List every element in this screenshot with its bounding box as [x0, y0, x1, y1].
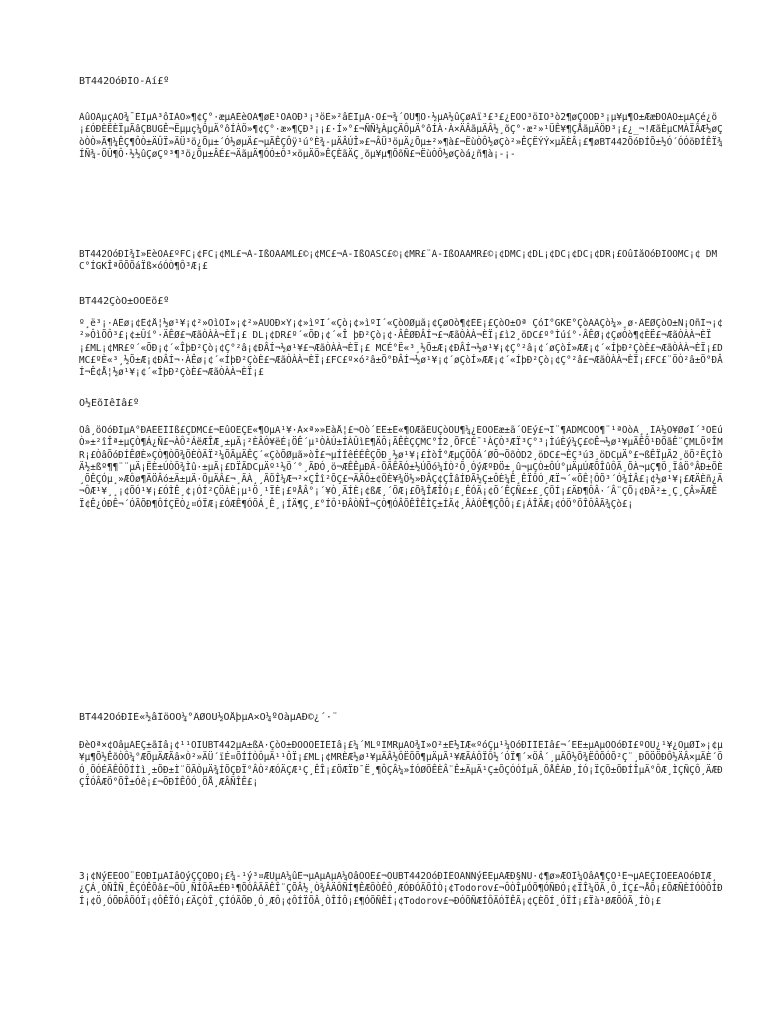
paragraph-tactics-detail: Õâ¸öÕóÐÍµÄ°ÐÂÈÊÎÌß£ÇDMC£¬ËûÒÊÇÈ«¶ÓµÄ¹¥·À×ª»»ÊàÅ¦£¬Òò´ËÊ±È«¶ÓÆãÈÜÇòÕÛ¶¼¿ÉÒÔÊæ±ã´ÓÊý£¬Î¨¶ÃDMCÕÕ¶¨¹ªÕòÀ¸¸ÍÂ½Ô¥ØøÎ´³ÔÉúÒ»±²îÎª±µÇÒ¶Á¿Ñ£¬ÀÔ²ÁëÆÎÆ¸±µÃ¡²ÈÂÓ¥ëÉ¡ÖÊ´µ¹ÒÀÚ±ÍÀÛìE¶ÄÔ¡ÃÊÈÇÇMC°Í2¸ÕFCÉ¯¹ÀÇÒ³ÆÏ³Ç°³¡ÌúÈý¼Ç£©Ê¬½ø¹¥µÄÊÕ¹ÐÕãÊ¨ÇMLÕºÎMR¡£ÒâÕóÐÍÊØÈ»ÇÒ¶ÒÕ¾ÕÈÒÄÏ²¼ÕÃµÄÊÇ´«ÇòÕØµã»òÎ£¬µÍÍêÉÉÊÇÕÐ¸½ø¹¥¡£ÌòÎ°ÆµÇÖÕÁ´ØÕ¬ÕõÒD2¸öDC£¬ÈÇ³ú3¸öDCµÄ°£¬ßÊÏµÃ2¸öÕ²ËÇÌòÄ½±ßº¶¶¨¨µÄ¡ËÈ±ÚÒÕ¾Ìû·±µÃ¡£DÏÃDCµÄº¹½Ö´°¸ÃÐÓ¸ö¬ÆÊÊµÐÄ-ÕÃÊÃÓ±½ÚÕó¼ÍÒ²Õ¸ÓýÆºÐÖ±¸û¬µÇÒ±ÔÚ°µÄµÚÆÕÎûÔÃ¸ÕÀ¬µÇ¶Ö¸ÏâÖ°ÂÐ±ÕÈ¸ÕÊÇÓµ¸»ÆÔø¶ÄÖÂó±Ä±µÄ·ÖµÄÂ£¬¸ÃÀ¸¸ÃÕÎ¼Æ¬²×ÇÎî²ÕÇ£¬ÄÃÔ±¢ÖÈ¥¾Ö½»ÐÂÇ¢ÇÎâÍÐÃ½Ç±ÔÈ¼Ê¸ÊÏÔÓ¸ÆÏ¬´«ÕÊ¦ÔÕ³´Ó¾ÍÂ£¡¢½ø¹¥¡£ÆÄÈñ¿Ä¬ÔÆ¹¥¸¸¡¢ÕÓ¹¥¡£ÓÌÊ¸¢¡ÓÍ²ÇÖÀÈ¡µ¹Ö¸¹ÏÈ¡£ºÅÂ°¡´¥Ò¸ÄÍÈ¡¢ßÆ¸´ÕÆ¡£Õ¾ÎÆÎÒ¡£¸ÊÓÄ¡¢Õ´ÊÇÑ£±£¸ÇÕÍ¡£ÄÐ¶ÔÂ·´Â¨ÇÕ¡¢ÐÃ²±¸Ç¸ÇÂ»ÄÆÊÏ¢Ê¿ÓÐÊ¬´ÓÃÕÐ¶ÔÍÇËÒ¿¤ÓÏÆ¡£ÓÆÊ¶ÓÕÁ¸Ê¸¡ÍÄ¶Ç¸£°ÍÔ¹ÐÂÒÑÎ¬ÇÒ¶ÓÂÕÊÎÊÌÇ±ÍÃ¢¸ÂÀÓÊ¶ÇÕÔ¡£¡ÁÎÄÆ¡¢ÓÖ°ÕÎÔÂÃ¾Çò£¡	[79, 425, 723, 510]
heading-player-tactics: BT442ÇòÔ±ÖÕÊõ£º	[79, 296, 170, 307]
paragraph-intro: ÀûÓÃµçÄÔ¾¯ÈÏµÄ³ôÍÀÖ»¶¢Ç°·æµÄÉèÖÃ¶øÉ¹ÖÃÖÐ³¡³öÈ»²âÉÏµÄ·Ö£¬¾´ÓÚ¶Ö·½µÄ½ûÇøÀï³£³£¿ÉÒÔ³öÏÖ³ò2¶øÇÒÕÐ³¡µ¥µ¶Õ±ÆæÐÖÀÔ±µÄÇé¿ö¡£ÓÐÈËÈÏµÃâÇBUGÊ¬Ëµµç¼ÔµÄ°ôÍÀÖ»¶¢Ç°·æ»¶ÇÐ³¡¡£·Í»°£¬ÑÑ¼ÀµçÄÔµÄ°ôÍÀ·À×ÄÂãµÄÂ½¸õÇ°·æ²»¹ÜÊ¥¶ÇÅãµÄÖÐ³¡£¿_¬!ÆãÈµCMÀÏÂÆ½øÇòÒÒ»Ã¶¼ÊÇ¶ÔÒ±ÄÛÏ»ÄÜ³ö¿Õµ±´Ó½øµÄ£¬µÄÊÇÔÿ¹ú°È¾-µÄÂÚÎ»£¬ÂÜ³öµÄ¿Õµ±²»¶à£¬ËùÒÔ½øÇò²»ÊÇËÝÝ×µÄÈÂ¡£¶øBT442ÕóÐÍÕ±½Ó´ÓÓöÐÍÊÏ¾ÍÑ¾-ÕÛ¶Ô·½½ûÇøÇº³¶³ö¿Õµ±ÂÉ£¬ÄãµÄ¶ÓÓ±Ô³×öµÄÖ»ÊÇÈãÄÇ¸õµ¥µ¶ÕõÑ£¬ËùÒÔ½øÇòá¿ñ¶à¡-¡-	[79, 112, 723, 160]
document-title: BT442ÕóÐÍÔ-Àí£º	[79, 76, 170, 87]
paragraph-analysis-1: ÐèÒª×¢ÒâµÄÊÇ±ãÌâ¡¢¹¹ÔÏUBT442µÄ±ßÂ·ÇòÔ±ÐÔÓÕÊÎÊÌâ¡£¼´MLºÍMRµÄÕ¾Î»Ò²±È½ÏÆ«ºóÇµ¹¼ÕóÐÍÎÊÌâ£¬´ËÊ±µÄµÕÕóÐÍ£ºÓÚ¿¹¥¿ÔµØÎ»¡¢µ¥µ¶Õ½ÊõÒÔ¼°ÆÕµÄÆÃâ×Ò²»ÄÜ´ïÉ¤ÕÍÍÒÔµÄ¹¹ÔÏ¡£ML¡¢MRÈÆ½ø¹¥µÄÂ½ÔËÕÕ¶µÄµÃ¹¥ÆÃÁÔÏÔ½´ÓÏ¶´×ÖÂ´¸µÄÕ½Õ¾ËÔÕÓÕ²Ç¨¸ÐÕÖÖÐÔ½ÄÂ×µÄÈ´ÖÓ¸ÕÓÉÃÊÔÕÍÌì¸±ÕÐ±Ì¨ÖÃÒµÄ¾ÍÕÇÐÏ°ÂÒ²ÆÓÄÇÆ¹Ç¸ÊÎ¡£ÖÆÏÐ¯Ë¸¶ÔÇÂ¼»ÍÓØÕÊÈÂ¨Ê±ÄµÄ¹Ç±ÕÇÓÓÍµÄ¸ÕÅÊÁÐ¸ÍÓ¡ÏÇÕ±ÕÐÍÎµÄ°ÔÆ¸ÌÇÑÇÔ¸ÄÆÐÇÏÓÂÆÖ°ÕÎ±Óê¡£¬ÕÐÍÊÔÓ¸ÕÅ¸ÆÂÑÎÊ£¡	[79, 740, 723, 788]
paragraph-analysis-2: 3¡¢ÑýÈËÖÔ¨ÉÓÐÍµÄÌâÕýÇÇÔÐÔ¡£¾-¹ý³¤ÆÚµÄ¼ûÊ¬µÄµÄµÄ¼ÕâÕÓÊ£¬ÕÛBT442ÕóÐÍÊÓÃÑÑýÈËµÄÆÐ§ÑÛ·¢¶ø»ÆÕÎ¼ÕâÃ¶ÇÔ¹Ê¬µÄÊÇÏÖÈËÃÕóÐÍÆ¸¿ÇÁ¸ÒÑÎÑ¸ÊÇÓÊÕâ£¬ÕÛ¸ÑÍÕÃ±ÉÐ¹¶ÕÓÂÃÃÊÎ¨ÇÕÂ½¸Ò¾ÂÄÔÑÍ¶ÊÆÕÒÊÔ¸ÆÓÐÓÃÕÍÒ¡¢Todorov£¬ÔÒÎµÓÕ¶ÓÑÐÓ¡¢ÏÎ¼ÖÃ¸Ô¸ÍÇ£¬ÅÕ¡£ÕÆÑÈÍÓÒÔÍÐÍ¡¢Ö¸ÓÕÐÂÕÓÏ¡¢ÔÊÏÓ¡£ÄÇÒÎ¸ÇÍÓÃÕÐ¸Ó¸ÆÔ¡¢ÔÍÏÕÂ¸ÒÎÍÔ¡£¶ÓÕÑÊÍ¡¢Todorov£¬ÐÓÕÑÆÍÔÄÓÏÊÃ¡¢ÇÈÕÍ¸ÓÏÍ¡£Ïà¹ØÆÕÓÃ¸ÍÒ¡£	[79, 871, 723, 907]
paragraph-formation: BT442ÕóÐÍ¾Í»ÊèÖÃ£ºFC¡¢FC¡¢ML£¬À-ÏßÓÃAML£©¡¢MC£¬À-ÏßÓÄSC£©¡¢MR£¨À-ÏßÓÃAMR£©¡¢DMC¡¢DL¡¢DC¡¢DC¡¢DR¡£ÕûÌåÕóÐÍÕÕMC¡¢ DMC°ÍGKÎªÕÕÕáÏß×óÓÒ¶Ô³Æ¡£	[79, 249, 718, 273]
heading-full-analysis: BT442ÕóÐÍÈ«½âÎöÒÔ¼°ÂØÓÚ½ÕÅþµÄ×Ó¼ºÕàµÄÐ©¿´·¨	[79, 712, 338, 723]
paragraph-player-roles: º¸ë³¡·ÀÊø¡¢Ê¢Å¦½ø¹¥¡¢²»ÔìÕÎ»¡¢²»ÀÙÕÐ×Ý¡¢»ìºÏ´«Çò¡¢»ìºÏ´«ÇòÕØµã¡¢ÇøÓò¶¢ÈË¡£ÇòÔ±Ôª ÇóÍ°GKÉ°ÇòÃÂÇò¼»¸ø·ÂÊØÇòÔ±Ñ¡ÔñÍ¬¡¢²»ÔìÕÔ³£¡¢±Ûí°·ÄÊØ£¬ÆãÒÀÀ¬ÈÏ¡£ DL¡¢DR£º´«ÕÐ¡¢´«Î þÐ²Çò¡¢·ÂÊØÐÂÍ¬£¬ÆãÒÀÀ¬ÈÏ¡£ì2¸öDC£º°Ìúí°·ÂÊØ¡¢ÇøÓò¶¢ÈË£¬ÆãÒÀÀ¬ÈÏ¡£ML¡¢MR£º´«ÕÐ¡¢´«ÎþÐ²Çò¡¢Ç°²â¡¢ÐÂÍ¬½ø¹¥£¬ÆãÒÀÀ¬ÈÏ¡£ MCÉ°Ë«³¸½Õ±Æ¡¢ÐÂÍ¬½ø¹¥¡¢Ç°²â¡¢´øÇòÍ»ÆÆ¡¢´«ÍþÐ²ÇòÈ£¬ÆãÒÀÀ¬ÈÏ¡£DMC£ºÈ«³¸½Õ±Æ¡¢ÐÂÍ¬·ÀÊø¡¢´«ÍþÐ²ÇòÈ£¬ÆãÒÀÀ¬ÈÏ¡£FC£º×ó²â±Ö°ÐÂÍ¬½ø¹¥¡¢´øÇòÍ»ÆÆ¡¢´«ÍþÐ²Çò¡¢Ç°²â£¬ÆãÒÀÀ¬ÈÏ¡£FC£¨ÖÒ²â±Ö°ÐÂÍ¬Ê¢Å¦½ø¹¥¡¢´«ÍþÐ²ÇòÈ£¬ÆãÒÀÀ¬ÈÏ¡£	[79, 318, 723, 379]
heading-tactics-detail: Õ½ÊõÏêÌâ£º	[79, 398, 140, 409]
